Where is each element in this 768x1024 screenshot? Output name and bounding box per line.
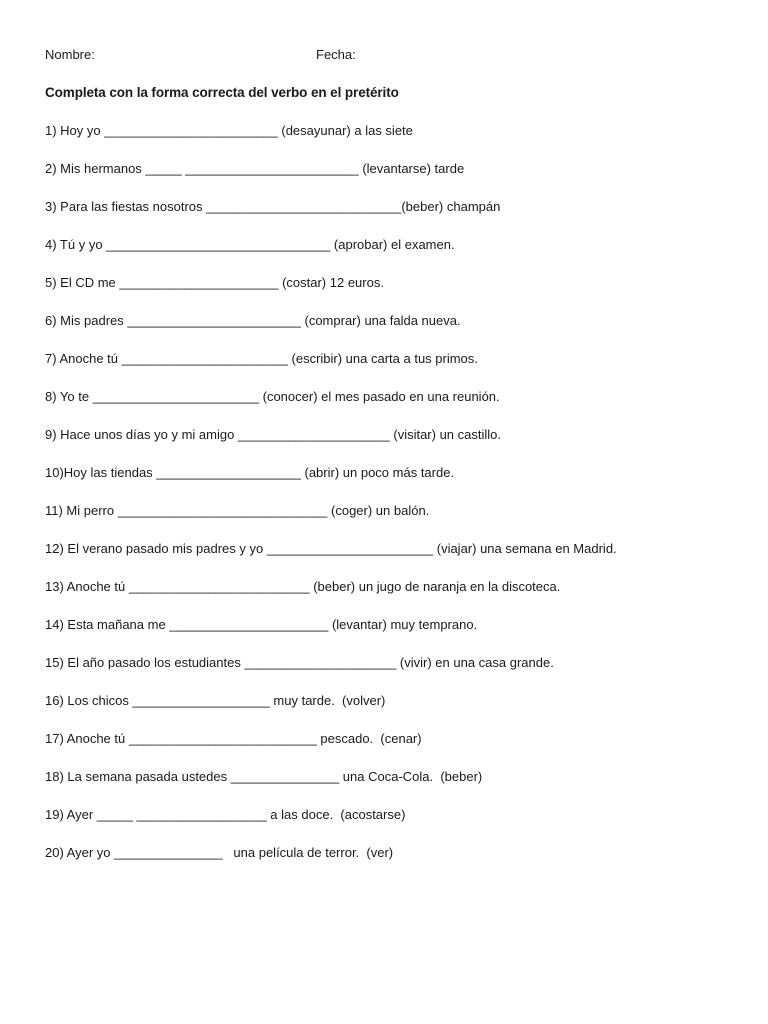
exercise-item-20: 20) Ayer yo _______________ una película de terror. (ver)	[45, 845, 394, 860]
exercise-item-2: 2) Mis hermanos _____ ________________________ (levantarse) tarde	[45, 161, 465, 176]
exercise-item-3: 3) Para las fiestas nosotros ___________________________(beber) champán	[45, 199, 501, 214]
exercise-item-6: 6) Mis padres ________________________ (comprar) una falda nueva.	[45, 313, 461, 328]
fecha-label: Fecha:	[316, 47, 356, 62]
exercise-item-13: 13) Anoche tú _________________________ (beber) un jugo de naranja en la discoteca.	[45, 579, 561, 594]
exercise-item-18: 18) La semana pasada ustedes _______________ una Coca-Cola. (beber)	[45, 769, 483, 784]
exercise-item-4: 4) Tú y yo _______________________________ (aprobar) el examen.	[45, 237, 455, 252]
exercise-item-9: 9) Hace unos días yo y mi amigo _____________________ (visitar) un castillo.	[45, 427, 501, 442]
exercise-item-12: 12) El verano pasado mis padres y yo _______________________ (viajar) una semana en Madrid.	[45, 541, 617, 556]
nombre-label: Nombre:	[45, 47, 95, 62]
exercise-list	[45, 122, 745, 882]
exercise-item-7: 7) Anoche tú _______________________ (escribir) una carta a tus primos.	[45, 351, 478, 366]
exercise-item-16: 16) Los chicos ___________________ muy tarde. (volver)	[45, 693, 386, 708]
worksheet-header	[45, 47, 745, 67]
exercise-item-5: 5) El CD me ______________________ (costar) 12 euros.	[45, 275, 384, 290]
exercise-item-10: 10)Hoy las tiendas ____________________ (abrir) un poco más tarde.	[45, 465, 455, 480]
exercise-item-11: 11) Mi perro _____________________________ (coger) un balón.	[45, 503, 430, 518]
exercise-item-15: 15) El año pasado los estudiantes _____________________ (vivir) en una casa grande.	[45, 655, 554, 670]
exercise-item-17: 17) Anoche tú __________________________ pescado. (cenar)	[45, 731, 422, 746]
exercise-item-1: 1) Hoy yo ________________________ (desayunar) a las siete	[45, 123, 413, 138]
exercise-item-19: 19) Ayer _____ __________________ a las doce. (acostarse)	[45, 807, 406, 822]
worksheet-title: Completa con la forma correcta del verbo en el pretérito	[45, 85, 399, 100]
exercise-item-8: 8) Yo te _______________________ (conocer) el mes pasado en una reunión.	[45, 389, 500, 404]
exercise-item-14: 14) Esta mañana me ______________________ (levantar) muy temprano.	[45, 617, 478, 632]
